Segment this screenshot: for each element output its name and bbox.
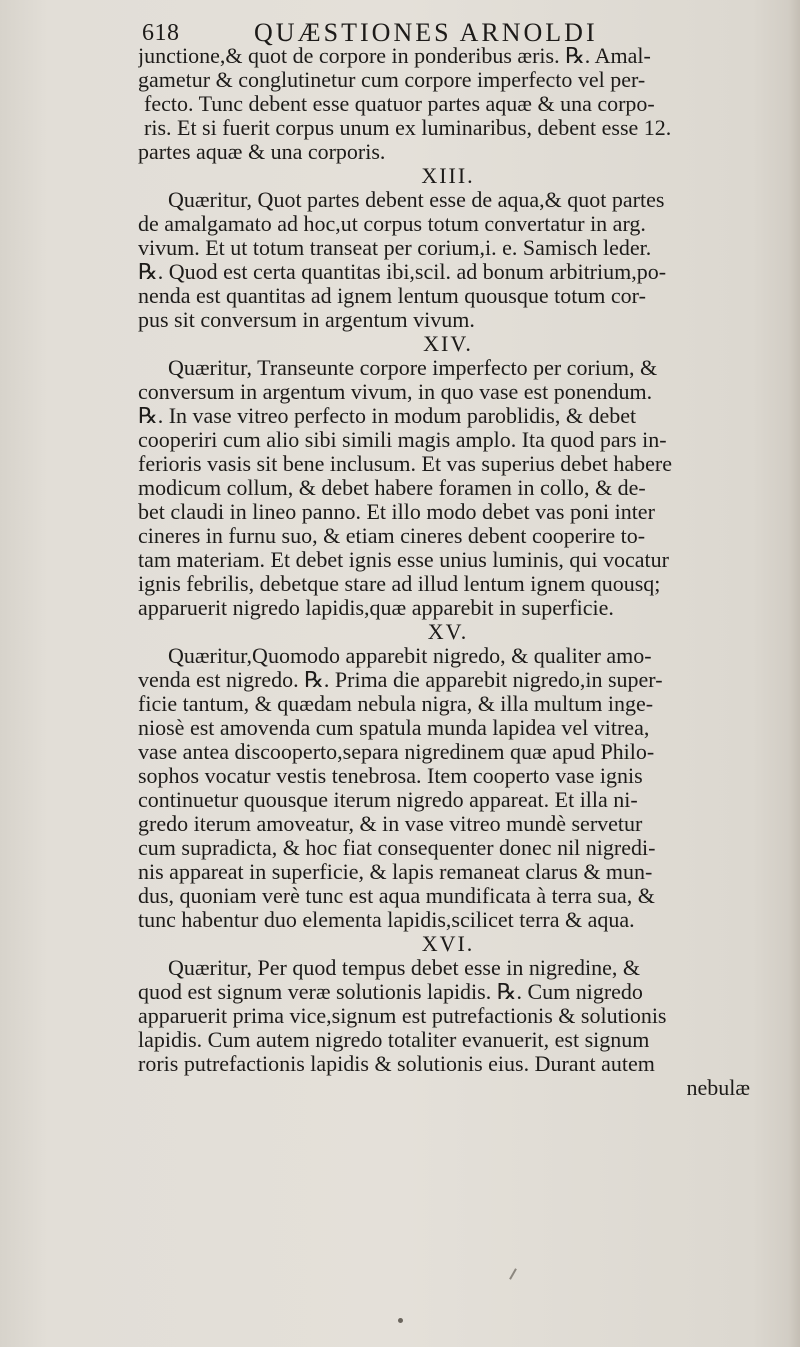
text-line: ferioris vasis sit bene inclusum. Et vas superius debet habere — [138, 452, 672, 476]
text-line: dus, quoniam verè tunc est aqua mundificata à terra sua, & — [138, 884, 655, 908]
catchword: nebulæ — [686, 1076, 750, 1100]
text-line: partes aquæ & una corporis. — [138, 140, 386, 164]
section-numeral: XIV. — [423, 332, 473, 356]
text-line: Quæritur, Transeunte corpore imperfecto per corium, & — [168, 356, 658, 380]
text-line: nenda est quantitas ad ignem lentum quousque totum cor- — [138, 284, 646, 308]
text-line: cum supradicta, & hoc fiat consequenter donec nil nigredi- — [138, 836, 656, 860]
text-line: vivum. Et ut totum transeat per corium,i. e. Samisch leder. — [138, 236, 652, 260]
ink-blot — [398, 1318, 403, 1323]
text-line: ℞. In vase vitreo perfecto in modum paroblidis, & debet — [138, 404, 637, 428]
text-line: Quæritur, Per quod tempus debet esse in nigredine, & — [168, 956, 641, 980]
text-block — [138, 44, 758, 1100]
text-line: conversum in argentum vivum, in quo vase est ponendum. — [138, 380, 653, 404]
text-line: apparuerit prima vice,signum est putrefactionis & solutionis — [138, 1004, 667, 1028]
text-line: Quæritur,Quomodo apparebit nigredo, & qualiter amo- — [168, 644, 652, 668]
text-line: fecto. Tunc debent esse quatuor partes aquæ & una corpo- — [144, 92, 655, 116]
text-line: ℞. Quod est certa quantitas ibi,scil. ad bonum arbitrium,po- — [138, 260, 667, 284]
text-line: continuetur quousque iterum nigredo appareat. Et illa ni- — [138, 788, 638, 812]
text-line: de amalgamato ad hoc,ut corpus totum convertatur in arg. — [138, 212, 646, 236]
text-line: ficie tantum, & quædam nebula nigra, & illa multum inge- — [138, 692, 654, 716]
page-number: 618 — [142, 20, 180, 46]
text-line: quod est signum veræ solutionis lapidis. ℞. Cum nigredo — [138, 980, 643, 1004]
text-line: roris putrefactionis lapidis & solutionis eius. Durant autem — [138, 1052, 655, 1076]
text-line: tunc habentur duo elementa lapidis,scilicet terra & aqua. — [138, 908, 635, 932]
text-line: ignis febrilis, debetque stare ad illud lentum ignem quousq; — [138, 572, 661, 596]
text-line: cineres in furnu suo, & etiam cineres debent cooperire to- — [138, 524, 646, 548]
text-line: modicum collum, & debet habere foramen in collo, & de- — [138, 476, 646, 500]
text-line: tam materiam. Et debet ignis esse unius luminis, qui vocatur — [138, 548, 669, 572]
text-line: venda est nigredo. ℞. Prima die apparebit nigredo,in super- — [138, 668, 663, 692]
text-line: Quæritur, Quot partes debent esse de aqua,& quot partes — [168, 188, 665, 212]
text-line: pus sit conversum in argentum vivum. — [138, 308, 475, 332]
section-numeral: XVI. — [421, 932, 475, 956]
text-line: gametur & conglutinetur cum corpore imperfecto vel per- — [138, 68, 646, 92]
text-line: cooperiri cum alio sibi simili magis amplo. Ita quod pars in- — [138, 428, 667, 452]
text-line: vase antea discooperto,separa nigredinem quæ apud Philo- — [138, 740, 655, 764]
running-title: QUÆSTIONES ARNOLDI — [254, 18, 598, 47]
section-numeral: XV. — [427, 620, 469, 644]
section-numeral: XIII. — [421, 164, 475, 188]
text-line: junctione,& quot de corpore in ponderibus æris. ℞. Amal- — [138, 44, 651, 68]
text-line: nis appareat in superficie, & lapis remaneat clarus & mun- — [138, 860, 653, 884]
text-line: ris. Et si fuerit corpus unum ex luminaribus, debent esse 12. — [144, 116, 672, 140]
ink-mark — [509, 1268, 517, 1279]
text-line: apparuerit nigredo lapidis,quæ apparebit in superficie. — [138, 596, 614, 620]
text-line: lapidis. Cum autem nigredo totaliter evanuerit, est signum — [138, 1028, 650, 1052]
page-edge-shadow — [788, 0, 800, 1347]
text-line: gredo iterum amoveatur, & in vase vitreo mundè servetur — [138, 812, 643, 836]
text-line: niosè est amovenda cum spatula munda lapidea vel vitrea, — [138, 716, 650, 740]
text-line: sophos vocatur vestis tenebrosa. Item cooperto vase ignis — [138, 764, 643, 788]
text-line: bet claudi in lineo panno. Et illo modo debet vas poni inter — [138, 500, 655, 524]
